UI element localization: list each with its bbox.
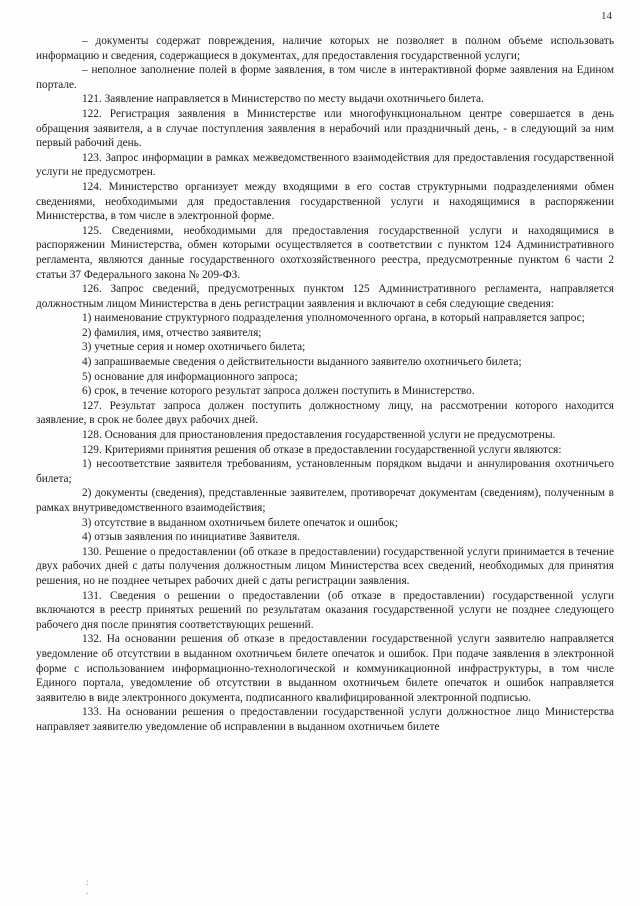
list-item: 6) срок, в течение которого результат запроса должен поступить в Министерство. (82, 385, 475, 398)
list-item: 4) запрашиваемые сведения о действительности выданного заявителю охотничьего билета; (82, 356, 522, 369)
list-item: 3) учетные серия и номер охотничьего билета; (82, 341, 306, 354)
paragraph: 122. Регистрация заявления в Министерстве или многофункциональном центре совершается в день обращения заявителя, а в случае поступления заявления в нерабочий или праздничный день, - в следующий за ним первый рабочий день. (36, 107, 614, 150)
scan-artifact: : . (86, 877, 89, 896)
paragraph: 132. На основании решения об отказе в предоставлении государственной услуги заявителю направляется уведомление об отсутствии в выданном охотничьем билете опечаток и ошибок. При подаче заявления в электронной форме с использованием информационно-технологической и коммуникационной инфраструктуры, в том числе Единого портала, уведомление об отсутствии в выданном охотничьем билете опечаток и ошибок направляется заявителю в виде электронного документа, подписанного квалифицированной электронной подписью. (36, 633, 614, 704)
list-item: 4) отзыв заявления по инициативе Заявителя. (82, 531, 301, 544)
paragraph: 123. Запрос информации в рамках межведомственного взаимодействия для предоставления государственной услуги не предусмотрен. (36, 151, 614, 179)
paragraph: – документы содержат повреждения, наличие которых не позволяет в полном объеме использовать информацию и сведения, содержащиеся в документах, для предоставления государственной услуги; (36, 35, 614, 62)
page-number: 14 (601, 10, 612, 22)
document-body (36, 34, 614, 735)
list-item: 2) документы (сведения), представленные заявителем, противоречат документам (сведениям), полученным в рамках внутриведомственного взаимодействия; (36, 487, 614, 514)
paragraph: 129. Критериями принятия решения об отказе в предоставлении государственной услуги являются: (82, 443, 562, 456)
list-item: 5) основание для информационного запроса; (82, 370, 298, 383)
paragraph: 128. Основания для приостановления предоставления государственной услуги не предусмотрены. (82, 429, 556, 442)
paragraph: 131. Сведения о решении о предоставлении (об отказе в предоставлении) государственной услуги включаются в реестр принятых решений по результатам оказания государственной услуги не позднее следующего рабочего дня после принятия соответствующих решений. (36, 589, 614, 631)
paragraph: 130. Решение о предоставлении (об отказе в предоставлении) государственной услуги принимается в течение двух рабочих дней с даты получения должностным лицом Министерства всех сведений, необходимых для принятия решения, но не позднее четырех рабочих дней с даты регистрации заявления. (36, 545, 614, 587)
paragraph: 133. На основании решения о предоставлении государственной услуги должностное лицо Министерства направляет заявителю уведомление об исправлении в выданном охотничьем билете (36, 706, 614, 733)
list-item: 2) фамилия, имя, отчество заявителя; (82, 326, 262, 339)
paragraph: 121. Заявление направляется в Министерство по месту выдачи охотничьего билета. (82, 93, 484, 106)
paragraph: 125. Сведениями, необходимыми для предоставления государственной услуги и находящимися в распоряжении Министерства, обмен которыми осуществляется в соответствии с пунктом 124 Административного регламента, являются данные государственного охотхозяйственного реестра, предусмотренные пунктом 6 части 2 статьи 37 Федерального закона № 209-ФЗ. (36, 224, 614, 281)
paragraph: 127. Результат запроса должен поступить должностному лицу, на рассмотрении которого находится заявление, в срок не более двух рабочих дней. (36, 399, 614, 427)
paragraph: – неполное заполнение полей в форме заявления, в том числе в интерактивной форме заявления на Едином портале. (36, 64, 614, 91)
list-item: 1) наименование структурного подразделения уполномоченного органа, в который направляется запрос; (82, 312, 585, 325)
list-item: 1) несоответствие заявителя требованиям, установленным порядком выдачи и аннулирования охотничьего билета; (36, 458, 614, 485)
paragraph: 124. Министерство организует между входящими в его состав структурными подразделениями обмен сведениями, необходимыми для предоставления государственной услуги и находящимися в распоряжении Министерства, в том числе в электронной форме. (36, 180, 614, 223)
paragraph: 126. Запрос сведений, предусмотренных пунктом 125 Административного регламента, направляется должностным лицом Министерства в день регистрации заявления и включают в себя следующие сведения: (36, 283, 614, 310)
list-item: 3) отсутствие в выданном охотничьем билете опечаток и ошибок; (82, 516, 398, 529)
